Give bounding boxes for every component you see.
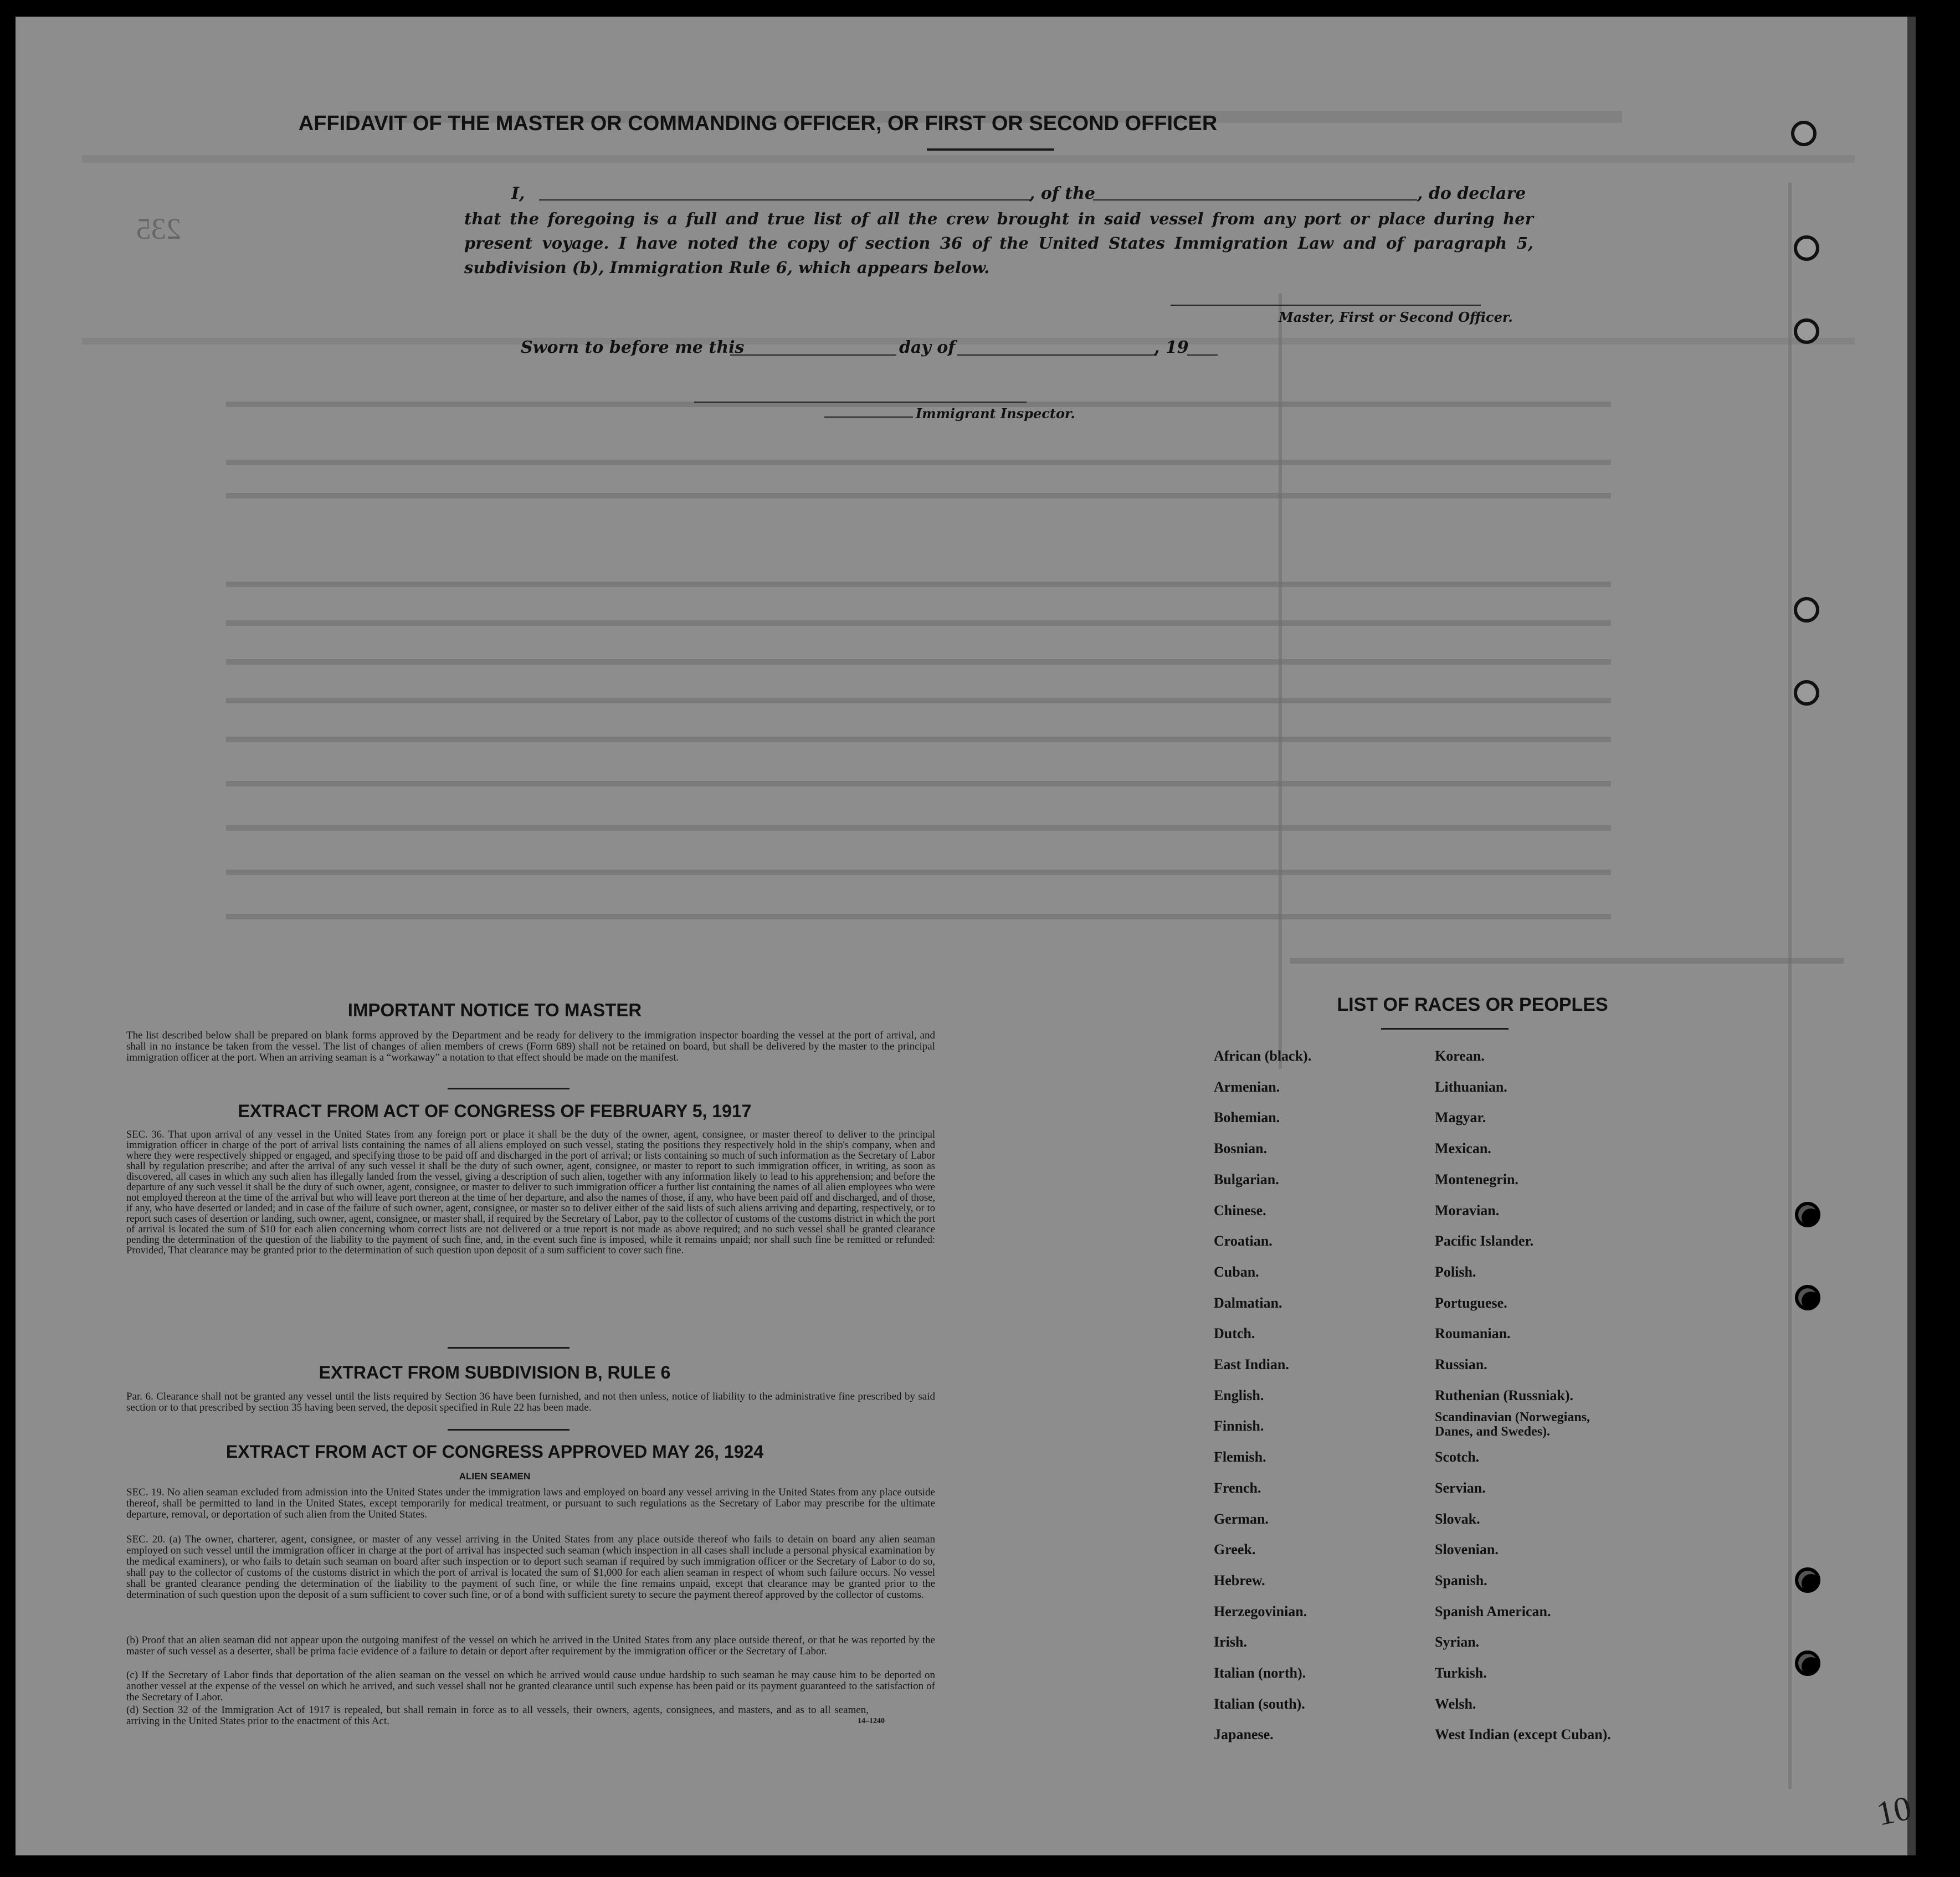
race-item: Dutch. bbox=[1214, 1325, 1255, 1342]
race-item: Japanese. bbox=[1214, 1726, 1274, 1743]
race-item: Magyar. bbox=[1435, 1109, 1486, 1126]
race-item: Flemish. bbox=[1214, 1449, 1266, 1465]
extract-rule6-divider bbox=[448, 1429, 569, 1431]
races-divider bbox=[1381, 1028, 1509, 1030]
binder-hole bbox=[1795, 1202, 1820, 1227]
race-item: Spanish. bbox=[1435, 1572, 1487, 1588]
extract-1924-sec19: SEC. 19. No alien seaman excluded from admission into the United States under the immigration laws and employed on board any vessel arriving in the United States from any place outside thereof, shall be permitted to land in the United States, except temporarily for medical treatment, or pursuant to such regulations as the Secretary of Labor may prescribe for the ultimate departure, removal, or deportation of such alien from the United States. bbox=[126, 1487, 935, 1520]
notice-text: The list described below shall be prepared on blank forms approved by the Department and be ready for delivery to the immigration inspector boarding the vessel at the port of arrival, and shall in no instance be taken from the vessel. The list of changes of alien members of crews (Form 689) shall not be retained on board, but shall be delivered by the master to the principal immigration officer at the port. When an arriving seaman is a “workaway” a notation to that effect should be made on the manifest. bbox=[126, 1030, 935, 1063]
race-item: Syrian. bbox=[1435, 1634, 1480, 1650]
race-item: English. bbox=[1214, 1387, 1264, 1403]
race-item: Pacific Islander. bbox=[1435, 1233, 1534, 1249]
race-item: Bosnian. bbox=[1214, 1140, 1268, 1157]
race-item: Welsh. bbox=[1435, 1695, 1476, 1712]
extract-rule6-text: Par. 6. Clearance shall not be granted any vessel until the lists required by Section 36 have been furnished, and not then unless, notice of liability to the administrative fine prescribed by said section or to that prescribed by section 35 having been served, the deposit specified in Rule 22 has been made. bbox=[126, 1391, 935, 1413]
extract-1917-text: SEC. 36. That upon arrival of any vessel in the United States from any foreign port or place it shall be the duty of the owner, agent, consignee, or master thereof to deliver to the principal immigration officer in charge of the port of arrival lists containing the names of all aliens employed on such vessel, stating the positions they respectively hold in the ship's company, when and where they were respectively shipped or engaged, and specifying those to be paid off and discharged in the port of arrival; or lists containing so much of such information as the Secretary of Labor shall by regulation prescribe; and after the arrival of any such vessel it shall be the duty of such owner, agent, consignee, or master to report to such immigration officer, in writing, as soon as discovered, all cases in which any such alien has illegally landed from the vessel, giving a description of such alien, together with any information likely to lead to his apprehension; and before the departure of any such vessel it shall be the duty of such owner, agent, consignee, or master to deliver to such immigration officer a further list containing the names of all alien employees who were not employed thereon at the time of the arrival but who will leave port thereon at the time of her departure, and also the names of those, if any, who have been paid off and discharged, and of those, if any, who have deserted or landed; and in case of the failure of such owner, agent, consignee, or master so to deliver either of the said lists of such aliens arriving and departing, respectively, or to report such cases of desertion or landing, such owner, agent, consignee, or master shall, if required by the Secretary of Labor, pay to the collector of customs of the customs district in which the port of arrival is located the sum of $10 for each alien concerning whom correct lists are not delivered or a true report is not made as above required; and no such vessel shall be granted clearance pending the determination of the question of the liability to the payment of such fine, and, in the event such fine is imposed, while it remains unpaid; nor shall such fine be remitted or refunded: Provided, That clearance may be granted prior to the determination of such question upon deposit of a sum sufficient to cover such fine. bbox=[126, 1129, 935, 1256]
race-item: Mexican. bbox=[1435, 1140, 1491, 1157]
race-item: Ruthenian (Russniak). bbox=[1435, 1387, 1573, 1403]
race-item: Slovak. bbox=[1435, 1510, 1480, 1527]
binder-hole bbox=[1791, 121, 1817, 146]
affidavit-i-label: I, bbox=[511, 184, 525, 203]
race-item: Polish. bbox=[1435, 1263, 1476, 1280]
sworn-year-line[interactable] bbox=[1187, 354, 1218, 356]
extract-1924-sec20d: (d) Section 32 of the Immigration Act of 1917 is repealed, but shall remain in force as to all vessels, their owners, agents, consignees, and masters, and as to all seamen, arriving in the United States prior to the enactment of this Act. bbox=[126, 1704, 869, 1727]
sworn-day-line[interactable] bbox=[730, 354, 896, 356]
sworn-year-prefix: , 19 bbox=[1154, 338, 1189, 357]
race-item: Bohemian. bbox=[1214, 1109, 1280, 1126]
race-item: Bulgarian. bbox=[1214, 1171, 1279, 1187]
extract-rule6-title: EXTRACT FROM SUBDIVISION B, RULE 6 bbox=[319, 1362, 671, 1382]
notice-divider bbox=[448, 1088, 569, 1089]
binder-hole bbox=[1795, 1285, 1820, 1310]
race-item: African (black). bbox=[1214, 1048, 1312, 1064]
race-item: Dalmatian. bbox=[1214, 1294, 1282, 1311]
race-item: Greek. bbox=[1214, 1541, 1256, 1558]
race-item: Hebrew. bbox=[1214, 1572, 1265, 1588]
extract-1924-sec20b: (b) Proof that an alien seaman did not appear upon the outgoing manifest of the vessel on which he arrived in the United States from any place outside thereof, or that he was reported by the master of such vessel as a deserter, shall be prima facie evidence of a failure to detain or deport after requirement by the immigration officer or the Secretary of Labor. bbox=[126, 1634, 935, 1657]
race-item: Cuban. bbox=[1214, 1263, 1259, 1280]
race-item: Spanish American. bbox=[1435, 1603, 1551, 1619]
corner-number: 10 bbox=[1873, 1789, 1915, 1833]
signature-caption: Master, First or Second Officer. bbox=[1279, 309, 1513, 325]
extract-1924-sec20c: (c) If the Secretary of Labor finds that deportation of the alien seaman on the vessel on which he arrived would cause undue hardship to such seaman he may cause him to be deported on another vessel at the expense of the vessel on which he arrived, and such vessel shall not be granted clearance until such expense has been paid or its payment guaranteed to the satisfaction of the Secretary of Labor. bbox=[126, 1669, 935, 1703]
extract-1917-divider bbox=[448, 1347, 569, 1349]
binder-hole bbox=[1794, 318, 1819, 344]
race-item: Herzegovinian. bbox=[1214, 1603, 1307, 1619]
race-item: Croatian. bbox=[1214, 1233, 1273, 1249]
race-item: East Indian. bbox=[1214, 1356, 1289, 1372]
race-item: French. bbox=[1214, 1479, 1261, 1496]
race-item: Slovenian. bbox=[1435, 1541, 1499, 1558]
race-item: Servian. bbox=[1435, 1479, 1486, 1496]
binder-hole bbox=[1794, 680, 1819, 706]
race-item: Montenegrin. bbox=[1435, 1171, 1518, 1187]
sworn-month-line[interactable] bbox=[957, 354, 1157, 356]
extract-1917-title: EXTRACT FROM ACT OF CONGRESS OF FEBRUARY 5, 1917 bbox=[238, 1101, 752, 1121]
binder-hole bbox=[1794, 235, 1819, 261]
extract-1924-title: EXTRACT FROM ACT OF CONGRESS APPROVED MAY 26, 1924 bbox=[225, 1442, 764, 1462]
affidavit-body: that the foregoing is a full and true list of all the crew brought in said vessel from any port or place during her present voyage. I have noted the copy of section 36 of the United States Immigration Law and of paragraph 5, subdivision (b), Immigration Rule 6, which appears below. bbox=[464, 209, 1533, 277]
race-item: Roumanian. bbox=[1435, 1325, 1511, 1342]
binder-hole bbox=[1794, 597, 1819, 623]
signature-line[interactable] bbox=[1171, 305, 1481, 306]
master-name-line[interactable] bbox=[539, 199, 1032, 200]
extract-1924-subtitle: ALIEN SEAMEN bbox=[459, 1471, 531, 1482]
race-item: Armenian. bbox=[1214, 1078, 1280, 1095]
race-item: Italian (south). bbox=[1214, 1695, 1305, 1712]
document-page bbox=[16, 17, 1916, 1855]
affidavit-of-the: , of the bbox=[1029, 184, 1096, 203]
races-title: LIST OF RACES OR PEOPLES bbox=[1337, 994, 1608, 1015]
form-code: 14–1240 bbox=[858, 1717, 885, 1725]
race-item: Korean. bbox=[1435, 1048, 1485, 1064]
race-item: Irish. bbox=[1214, 1634, 1247, 1650]
extract-1924-sec20a: SEC. 20. (a) The owner, charterer, agent, consignee, or master of any vessel arriving in the United States from any place outside thereof who fails to detain on board any alien seaman employed on such vessel until the immigration officer in charge at the port of arrival has inspected such seaman (which inspection in all cases shall include a personal physical examination by the medical examiners), or who fails to detain such seaman on board after such inspection or to deport such seaman if required by such immigration officer or the Secretary of Labor to do so, shall pay to the collector of customs of the customs district in which the port of arrival is located the sum of $1,000 for each alien seaman in respect of whom such failure occurs. No vessel shall be granted clearance pending the determination of the liability to the payment of such fine, or while the fine remains unpaid, except that clearance may be granted prior to the determination of such question upon the deposit of a sum sufficient to cover such fine, or of a bond with sufficient surety to secure the payment thereof approved by the collector of customs. bbox=[126, 1534, 935, 1601]
race-item: Moravian. bbox=[1435, 1202, 1500, 1218]
race-item: Italian (north). bbox=[1214, 1665, 1306, 1681]
race-item: Scandinavian (Norwegians, Danes, and Swedes). bbox=[1435, 1410, 1590, 1439]
inspector-caption: Immigrant Inspector. bbox=[916, 405, 1075, 421]
race-item: West Indian (except Cuban). bbox=[1435, 1726, 1611, 1743]
race-item: Finnish. bbox=[1214, 1418, 1264, 1434]
race-item: Chinese. bbox=[1214, 1202, 1266, 1218]
race-item: Russian. bbox=[1435, 1356, 1487, 1372]
affidavit-divider bbox=[927, 148, 1054, 151]
sworn-day-of: day of bbox=[899, 338, 956, 357]
sworn-prefix: Sworn to before me this bbox=[521, 338, 745, 357]
binder-hole bbox=[1795, 1650, 1820, 1676]
right-edge-shadow bbox=[1907, 17, 1916, 1855]
race-item: Portuguese. bbox=[1435, 1294, 1507, 1311]
ghost-number: 235 bbox=[136, 212, 181, 245]
vessel-name-line[interactable] bbox=[1093, 199, 1417, 200]
race-item: Turkish. bbox=[1435, 1665, 1487, 1681]
binder-hole bbox=[1795, 1567, 1820, 1593]
affidavit-title: AFFIDAVIT OF THE MASTER OR COMMANDING OFFICER, OR FIRST OR SECOND OFFICER bbox=[298, 112, 1218, 135]
inspector-line-short bbox=[824, 416, 913, 418]
inspector-line[interactable] bbox=[694, 402, 1027, 403]
notice-title: IMPORTANT NOTICE TO MASTER bbox=[347, 1000, 642, 1020]
race-item: German. bbox=[1214, 1510, 1269, 1527]
race-item: Scotch. bbox=[1435, 1449, 1480, 1465]
race-item: Lithuanian. bbox=[1435, 1078, 1507, 1095]
affidavit-do-declare: , do declare bbox=[1417, 184, 1526, 203]
